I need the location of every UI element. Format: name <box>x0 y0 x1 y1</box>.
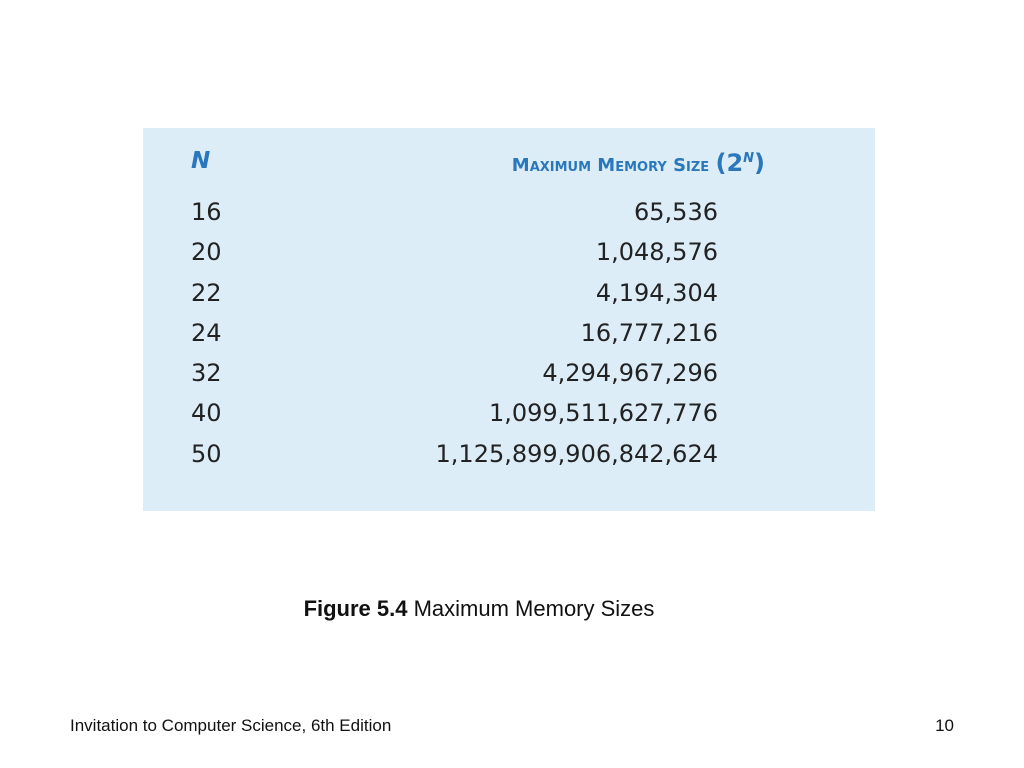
header-paren-open: ( <box>715 149 727 177</box>
figure-caption-text: Maximum Memory Sizes <box>413 596 655 621</box>
cell-n: 50 <box>191 439 222 468</box>
table-row <box>143 359 875 399</box>
footer-book-title: Invitation to Computer Science, 6th Edition <box>70 716 392 735</box>
header-exponent-base: 2 <box>726 149 744 177</box>
cell-max-memory-size: 1,099,511,627,776 <box>488 399 718 428</box>
cell-max-memory-size: 1,048,576 <box>595 238 718 267</box>
cell-max-memory-size: 65,536 <box>634 198 718 226</box>
memory-size-table <box>143 128 875 511</box>
figure-caption <box>0 596 958 622</box>
header-exponent: N <box>743 151 755 166</box>
table-row <box>143 279 875 319</box>
cell-max-memory-size: 4,294,967,296 <box>542 359 718 388</box>
table-row <box>143 440 875 480</box>
cell-n: 32 <box>191 359 222 388</box>
cell-n: 24 <box>191 318 222 347</box>
cell-max-memory-size: 4,194,304 <box>595 278 718 307</box>
figure-label: Figure 5.4 <box>303 596 408 621</box>
cell-n: 16 <box>191 198 222 226</box>
table-row <box>143 399 875 439</box>
table-row <box>143 238 875 278</box>
cell-n: 22 <box>191 278 222 307</box>
cell-n: 40 <box>191 399 222 428</box>
page-number: 10 <box>935 716 954 735</box>
column-header-n: N <box>191 148 211 174</box>
header-paren-close: ) <box>754 149 765 177</box>
column-header-max-memory-size-label: Maximum Memory Size <box>511 155 710 176</box>
table-row <box>143 319 875 359</box>
column-header-max-memory-size <box>512 149 765 177</box>
cell-max-memory-size: 16,777,216 <box>580 318 718 347</box>
cell-max-memory-size: 1,125,899,906,842,624 <box>435 439 718 468</box>
cell-n: 20 <box>191 238 222 267</box>
table-body <box>143 198 875 480</box>
table-row <box>143 198 875 238</box>
